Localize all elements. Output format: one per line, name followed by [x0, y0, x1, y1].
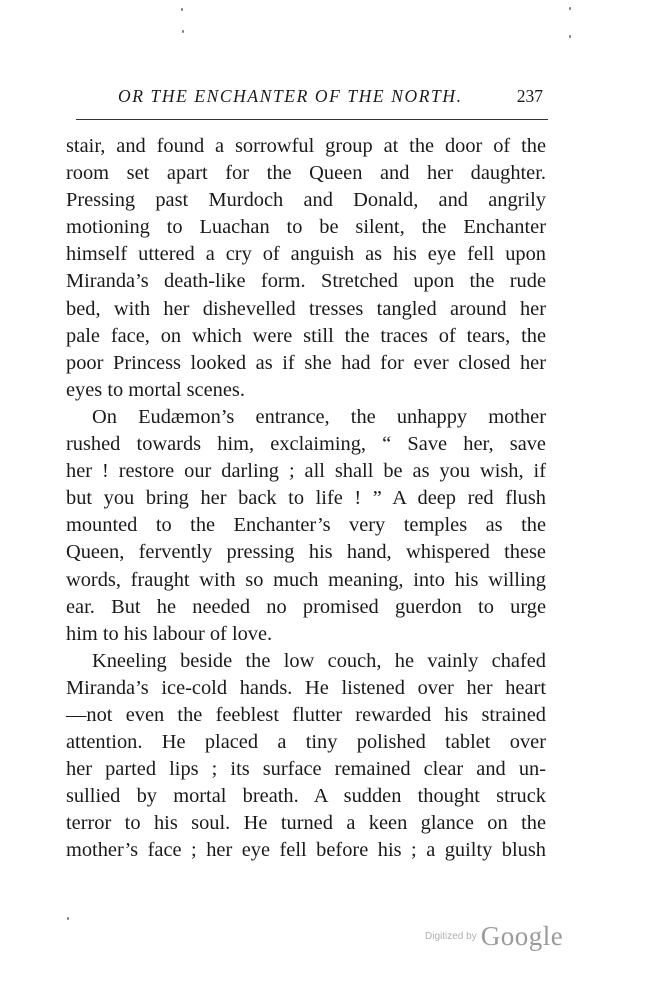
- google-watermark: [425, 921, 563, 952]
- running-head: [118, 86, 543, 112]
- running-head-title: OR THE ENCHANTER OF THE NORTH.: [118, 86, 463, 106]
- text-line: sullied by mortal breath. A sudden thought struck: [66, 785, 546, 808]
- text-line: her parted lips ; its surface remained clear and un-: [66, 758, 546, 781]
- scan-speck: [569, 7, 571, 10]
- text-line: pale face, on which were still the traces of tears, the: [66, 324, 546, 347]
- watermark-prefix: Digitized by: [425, 931, 477, 942]
- body-text: [66, 133, 546, 865]
- text-line: room set apart for the Queen and her daughter.: [66, 162, 546, 185]
- text-line: mother’s face ; her eye fell before his ; a guilty blush: [66, 839, 546, 862]
- text-line: her ! restore our darling ; all shall be as you wish, if: [66, 460, 546, 483]
- page-number: 237: [516, 86, 543, 106]
- text-line: poor Princess looked as if she had for ever closed her: [66, 351, 546, 374]
- text-line: On Eudæmon’s entrance, the unhappy mother: [92, 405, 546, 428]
- text-line: himself uttered a cry of anguish as his eye fell upon: [66, 243, 546, 266]
- text-line: eyes to mortal scenes.: [66, 378, 245, 401]
- text-line: stair, and found a sorrowful group at the door of the: [66, 135, 546, 157]
- text-line: rushed towards him, exclaiming, “ Save her, save: [66, 433, 546, 456]
- scan-speck: [569, 35, 571, 38]
- text-line: him to his labour of love.: [66, 622, 273, 645]
- text-line: terror to his soul. He turned a keen glance on the: [66, 812, 546, 835]
- text-line: mounted to the Enchanter’s very temples as the: [66, 514, 546, 537]
- watermark-brand: Google: [480, 921, 564, 951]
- text-line: Queen, fervently pressing his hand, whispered these: [66, 541, 546, 564]
- scan-speck: [67, 917, 69, 920]
- scan-speck: [182, 30, 184, 33]
- text-line: but you bring her back to life ! ” A deep red flush: [66, 487, 546, 510]
- header-rule: [76, 119, 548, 120]
- text-line: attention. He placed a tiny polished tablet over: [66, 731, 546, 754]
- text-line: —not even the feeblest flutter rewarded his strained: [66, 703, 546, 726]
- text-line: Miranda’s death-like form. Stretched upon the rude: [66, 270, 546, 293]
- text-line: motioning to Luachan to be silent, the Enchanter: [66, 216, 546, 239]
- text-line: words, fraught with so much meaning, into his willing: [66, 568, 546, 591]
- text-line: bed, with her dishevelled tresses tangled around her: [66, 297, 546, 320]
- text-line: Miranda’s ice-cold hands. He listened over her heart: [66, 676, 546, 699]
- text-line: Pressing past Murdoch and Donald, and angrily: [66, 189, 546, 212]
- text-line: ear. But he needed no promised guerdon to urge: [66, 595, 546, 618]
- text-line: Kneeling beside the low couch, he vainly chafed: [92, 649, 546, 672]
- scan-speck: [181, 8, 183, 11]
